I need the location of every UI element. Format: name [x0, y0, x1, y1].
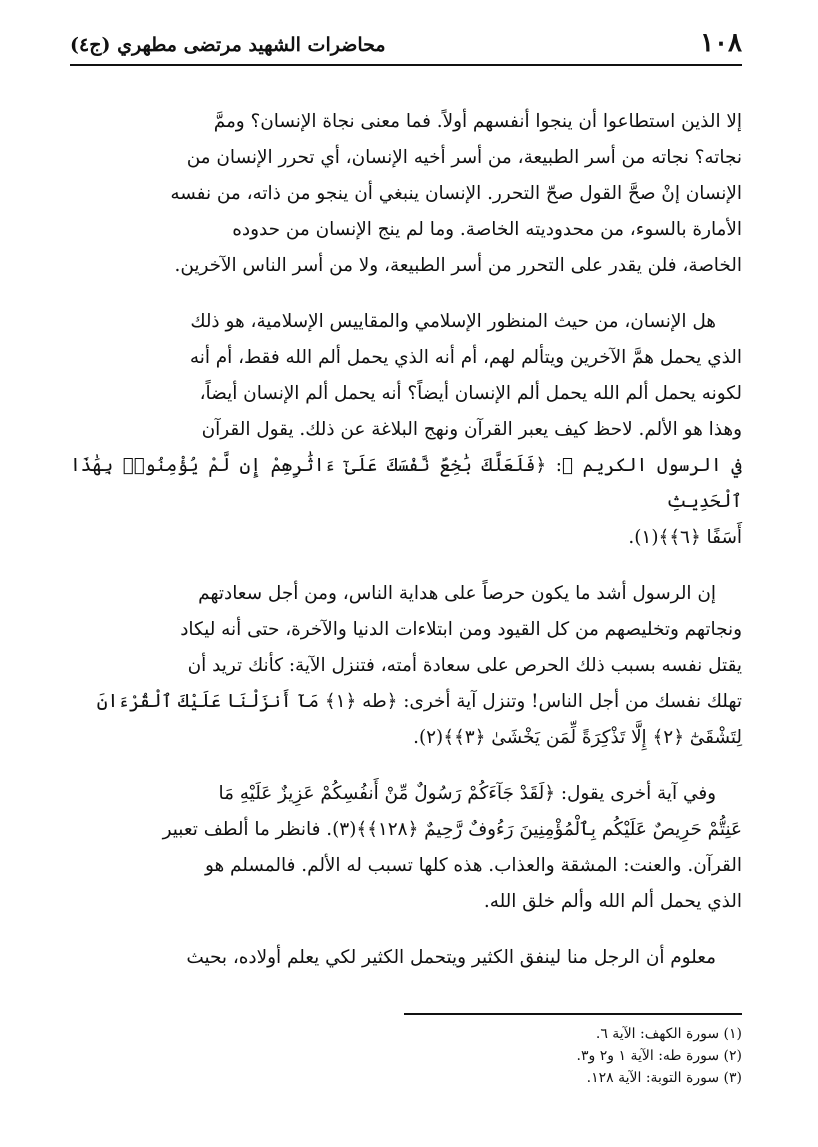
book-title: محاضرات الشهيد مرتضى مطهري (ج٤)	[70, 34, 386, 56]
text-line: الخاصة، فلن يقدر على التحرر من أسر الطبيعة، ولا من أسر الناس الآخرين.	[174, 255, 742, 276]
text-line: الإنسان إنْ صحَّ القول صحّ التحرر. الإنسان ينبغي أن ينجو من ذاته، من نفسه	[170, 183, 742, 204]
quran-verse-line: في الرسول الكريم ﷺ: ﴿فَلَعَلَّكَ بَٰخِعٌ نَّفْسَكَ عَلَىٰٓ ءَاثَٰرِهِمْ إِن لَّمْ يُؤْمِنُوا۟ بِهَٰذَا ٱلْحَدِيثِ	[70, 455, 742, 512]
paragraph-1	[70, 104, 742, 284]
quran-verse-line: أَسَفًا ﴿٦﴾﴾(١).	[628, 527, 742, 548]
quran-verse-line: عَنِتُّمْ حَرِيصٌ عَلَيْكُم بِٱلْمُؤْمِنِينَ رَءُوفٌ رَّحِيمٌ ﴿١٢٨﴾﴾(٣). فانظر ما ألطف تعبير	[162, 819, 742, 840]
text-line: ونجاتهم وتخليصهم من كل القيود ومن ابتلاءات الدنيا والآخرة، حتى أنه ليكاد	[180, 619, 742, 640]
quran-verse-line: وفي آية أخرى يقول: ﴿لَقَدْ جَآءَكُمْ رَسُولٌ مِّنْ أَنفُسِكُمْ عَزِيزٌ عَلَيْهِ مَا	[218, 783, 716, 804]
quran-verse-line: تهلك نفسك من أجل الناس! وتنزل آية أخرى: ﴿طه ﴿١﴾ مَآ أَنزَلْنَا عَلَيْكَ ٱلْقُرْءَانَ	[96, 691, 742, 712]
paragraph-4	[70, 776, 742, 920]
text-line: يقتل نفسه بسبب ذلك الحرص على سعادة أمته، فتنزل الآية: كأنك تريد أن	[187, 655, 742, 676]
footnotes	[404, 1013, 742, 1089]
text-line: وهذا هو الألم. لاحظ كيف يعبر القرآن ونهج البلاغة عن ذلك. يقول القرآن	[201, 419, 742, 440]
text-line: الذي يحمل ألم الله وألم خلق الله.	[483, 891, 742, 912]
footnote: (١) سورة الكهف: الآية ٦.	[595, 1026, 742, 1042]
text-line: لكونه يحمل ألم الله يحمل ألم الإنسان أيضاً؟ أنه يحمل ألم الإنسان أيضاً،	[199, 383, 742, 404]
paragraph-2	[70, 304, 742, 556]
text-line: إلا الذين استطاعوا أن ينجوا أنفسهم أولاً. فما معنى نجاة الإنسان؟ وممَّ	[213, 111, 742, 132]
page-number: ١٠٨	[700, 28, 742, 58]
running-header	[70, 28, 742, 66]
paragraph-5	[70, 940, 742, 976]
body-text	[70, 104, 742, 976]
text-line: الذي يحمل همَّ الآخرين ويتألم لهم، أم أنه الذي يحمل ألم الله فقط، أم أنه	[189, 347, 742, 368]
text-line: هل الإنسان، من حيث المنظور الإسلامي والمقاييس الإسلامية، هو ذلك	[190, 311, 716, 332]
text-line: إن الرسول أشد ما يكون حرصاً على هداية الناس، ومن أجل سعادتهم	[198, 583, 716, 604]
text-line: نجاته؟ نجاته من أسر الطبيعة، من أسر أخيه الإنسان، أي تحرر الإنسان من	[186, 147, 742, 168]
text-line: معلوم أن الرجل منا لينفق الكثير ويتحمل الكثير لكي يعلم أولاده، بحيث	[186, 947, 716, 968]
text-line: الأمارة بالسوء، من محدوديته الخاصة. وما لم ينج الإنسان من حدوده	[232, 219, 742, 240]
quran-verse-line: لِتَشْقَىٰٓ ﴿٢﴾ إِلَّا تَذْكِرَةً لِّمَن يَخْشَىٰ ﴿٣﴾﴾(٢).	[413, 727, 742, 748]
paragraph-3	[70, 576, 742, 756]
footnote: (٢) سورة طه: الآية ١ و٢ و٣.	[576, 1048, 742, 1064]
text-line: القرآن. والعنت: المشقة والعذاب. هذه كلها تسبب له الألم. فالمسلم هو	[204, 855, 742, 876]
footnote: (٣) سورة التوبة: الآية ١٢٨.	[586, 1070, 742, 1086]
